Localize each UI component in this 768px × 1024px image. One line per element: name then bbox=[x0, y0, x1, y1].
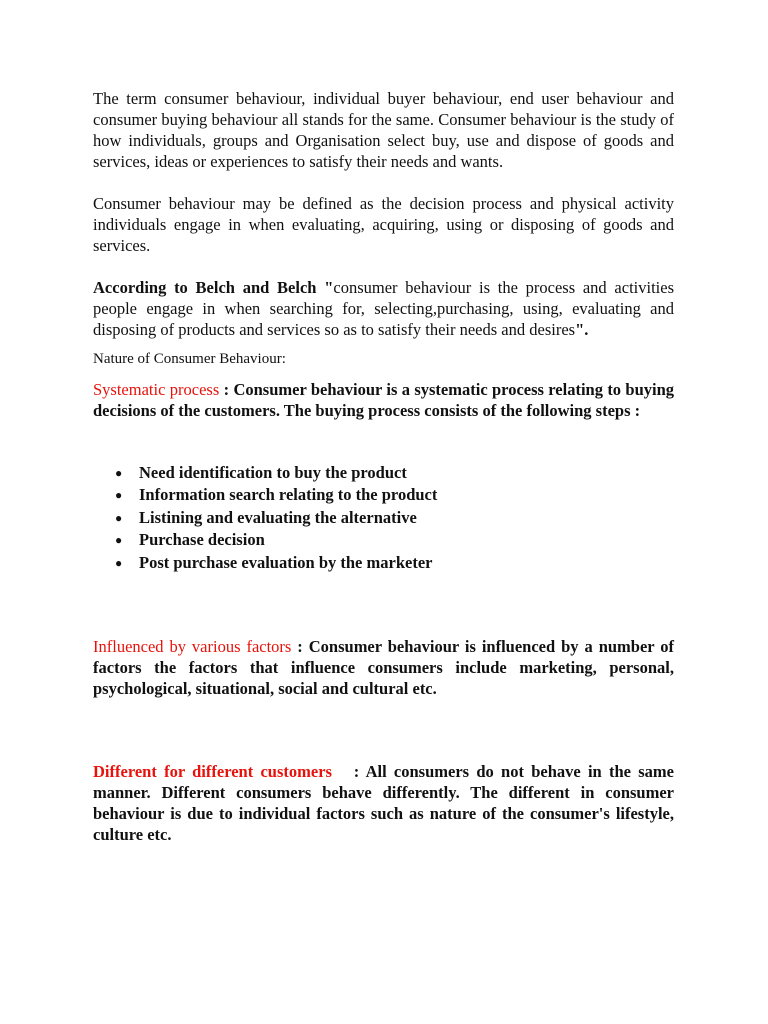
different-customers-label: Different for different customers bbox=[93, 761, 332, 781]
influenced-text: Consumer behaviour is influenced by a number of factors the factors that influence consumers include marketing, personal, psychological, situational, social and cultural etc. bbox=[93, 636, 675, 698]
influenced-label: Influenced by various factors bbox=[93, 636, 292, 656]
list-item bbox=[93, 507, 674, 529]
nature-heading: Nature of Consumer Behaviour: bbox=[93, 351, 286, 367]
systematic-process-text: Consumer behaviour is a systematic process relating to buying decisions of the customers. The buying process consists of the following steps : bbox=[93, 380, 675, 420]
bullet-icon: ● bbox=[115, 533, 123, 548]
list-item-text: Purchase decision bbox=[139, 530, 265, 550]
list-item bbox=[93, 462, 674, 484]
bullet-icon: ● bbox=[115, 488, 123, 503]
intro-paragraph: The term consumer behaviour, individual buyer behaviour, end user behaviour and consumer buying behaviour all stands for the same. Consumer behaviour is the study of how individuals, groups and Organisation select buy, use and dispose of goods and services, ideas or experiences to satisfy their needs and wants. bbox=[93, 89, 674, 171]
different-customers-text: All consumers do not behave in the same manner. Different consumers behave differently. The different in consumer behaviour is due to individual factors such as nature of the consumer's lifestyle, culture etc. bbox=[93, 761, 674, 844]
bullet-icon: ● bbox=[115, 510, 123, 525]
different-separator: : bbox=[331, 761, 366, 781]
definition-paragraph: Consumer behaviour may be defined as the decision process and physical activity individuals engage in when evaluating, acquiring, using or disposing of goods and services. bbox=[93, 194, 674, 255]
list-item-text: Listining and evaluating the alternative bbox=[139, 507, 417, 527]
document-page bbox=[93, 88, 674, 845]
bullet-icon: ● bbox=[115, 555, 123, 570]
systematic-process-paragraph bbox=[93, 379, 674, 421]
list-item bbox=[93, 529, 674, 551]
belch-quote: consumer behaviour is the process and activities people engage in when searching for, selecting,purchasing, using, evaluating and disposing of products and services so as to satisfy their needs and desires bbox=[93, 278, 674, 339]
bullet-icon: ● bbox=[115, 466, 123, 480]
systematic-process-label: Systematic process bbox=[93, 380, 220, 399]
influenced-separator: : bbox=[291, 636, 309, 656]
belch-quote-paragraph bbox=[93, 277, 674, 340]
list-item-text: Post purchase evaluation by the marketer bbox=[139, 552, 433, 572]
belch-lead: According to Belch and Belch " bbox=[93, 278, 334, 297]
list-item bbox=[93, 552, 674, 574]
different-customers-paragraph bbox=[93, 761, 674, 845]
belch-close: ". bbox=[575, 320, 589, 339]
list-item bbox=[93, 484, 674, 506]
list-item-text: Need identification to buy the product bbox=[139, 463, 407, 482]
influenced-paragraph bbox=[93, 636, 674, 699]
list-item-text: Information search relating to the product bbox=[139, 485, 438, 505]
buying-steps-list bbox=[93, 462, 674, 574]
systematic-separator: : bbox=[219, 380, 234, 399]
